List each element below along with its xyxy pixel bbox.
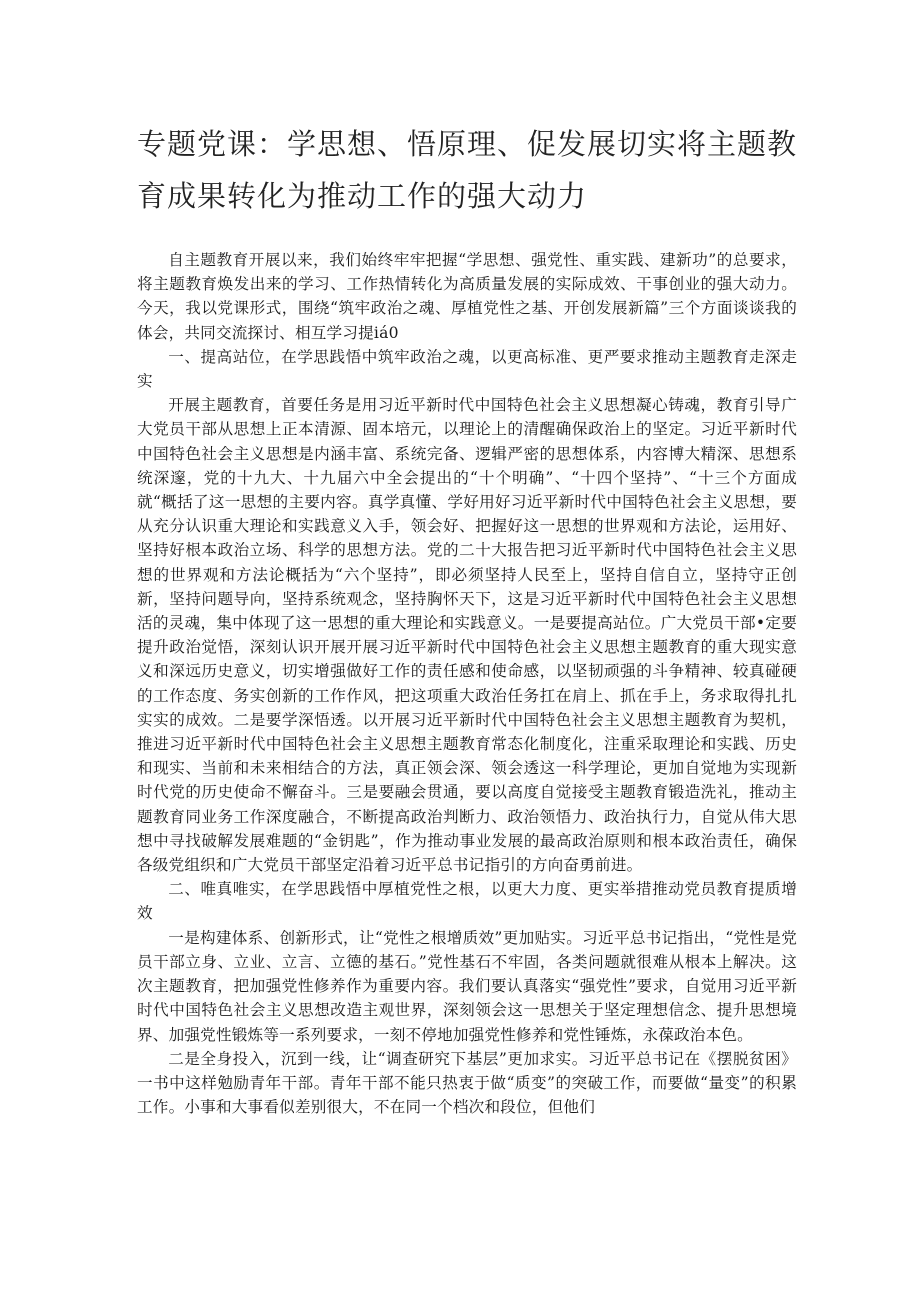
document-title: 专题党课：学思想、悟原理、促发展切实将主题教育成果转化为推动工作的强大动力 bbox=[137, 127, 798, 213]
intro-paragraph: 自主题教育开展以来，我们始终牢牢把握“学思想、强党性、重实践、建新功”的总要求，将主题教育焕发出来的学习、工作热情转化为高质量发展的实际成效、干事创业的强大动力。今天，我以党课形式，围绕“筑牢政治之魂、厚植党性之基、开创发展新篇”三个方面谈谈我的体会，共同交流探讨、相互学习提iá0 bbox=[137, 251, 797, 342]
body-paragraph: 开展主题教育，首要任务是用习近平新时代中国特色社会主义思想凝心铸魂，教育引导广大党员干部从思想上正本清源、固本培元，以理论上的清醒确保政治上的坚定。习近平新时代中国特色社会主义思想是内涵丰富、系统完备、逻辑严密的思想体系，内容博大精深、思想系统深邃，党的十九大、十九届六中全会提出的“十个明确”、“十四个坚持”、“十三个方面成就“概括了这一思想的主要内容。真学真懂、学好用好习近平新时代中国特色社会主义思想，要从充分认识重大理论和实践意义入手，领会好、把握好这一思想的世界观和方法论，运用好、坚持好根本政治立场、科学的思想方法。党的二十大报告把习近平新时代中国特色社会主义思想的世界观和方法论概括为“六个坚持”，即必须坚持人民至上，坚持自信自立，坚持守正创新，坚持问题导向，坚持系统观念，坚持胸怀天下，这是习近平新时代中国特色社会主义思想活的灵魂，集中体现了这一思想的重大理论和实践意义。一是要提高站位。广大党员干部•定要提升政治觉悟，深刻认识开展开展习近平新时代中国特色社会主义思想主题教育的重大现实意义和深远历史意义，切实增强做好工作的责任感和使命感，以坚韧顽强的斗争精神、较真碰硬的工作态度、务实创新的工作作风，把这项重大政治任务扛在肩上、抓在手上，务求取得扎扎实实的成效。二是要学深悟透。以开展习近平新时代中国特色社会主义思想主题教育为契机，推进习近平新时代中国特色社会主义思想主题教育常态化制度化，注重采取理论和实践、历史和现实、当前和未来相结合的方法，真正领会深、领会透这一科学理论，更加自觉地为实现新时代党的历史使命不懈奋斗。三是要融会贯通，要以高度自觉接受主题教育锻造洗礼，推动主题教育同业务工作深度融合，不断提高政治判断力、政治领悟力、政治执行力，自觉从伟大思想中寻找破解发展难题的“金钥匙”，作为推动事业发展的最高政治原则和根本政治责任，确保各级党组织和广大党员干部坚定沿着习近平总书记指引的方向奋勇前进。 bbox=[137, 396, 797, 875]
body-paragraph: 一是构建体系、创新形式，让“党性之根增质效”更加贴实。习近平总书记指出，“党性是党员干部立身、立业、立言、立德的基石。”党性基石不牢固，各类问题就很难从根本上解决。这次主题教育，把加强党性修养作为重要内容。我们要认真落实“强党性”要求，自觉用习近平新时代中国特色社会主义思想改造主观世界，深刻领会这一思想关于坚定理想信念、提升思想境界、加强党性锻炼等一系列要求，一刻不停地加强党性修养和党性锤炼，永葆政治本色。 bbox=[137, 928, 797, 1044]
body-paragraph: 二是全身投入，沉到一线，让“调查研究下基层”更加求实。习近平总书记在《摆脱贫困》一书中这样勉励青年干部。青年干部不能只热衷于做“质变”的突破工作，而要做“量变”的积累工作。小事和大事看似差别很大，不在同一个档次和段位，但他们 bbox=[137, 1049, 797, 1117]
section-heading-1: 一、提高站位，在学思践悟中筑牢政治之魂，以更高标准、更严要求推动主题教育走深走实 bbox=[137, 347, 797, 391]
document-page bbox=[137, 118, 797, 1119]
section-heading-2: 二、唯真唯实，在学思践悟中厚植党性之根，以更大力度、更实举措推动党员教育提质增效 bbox=[137, 880, 797, 923]
